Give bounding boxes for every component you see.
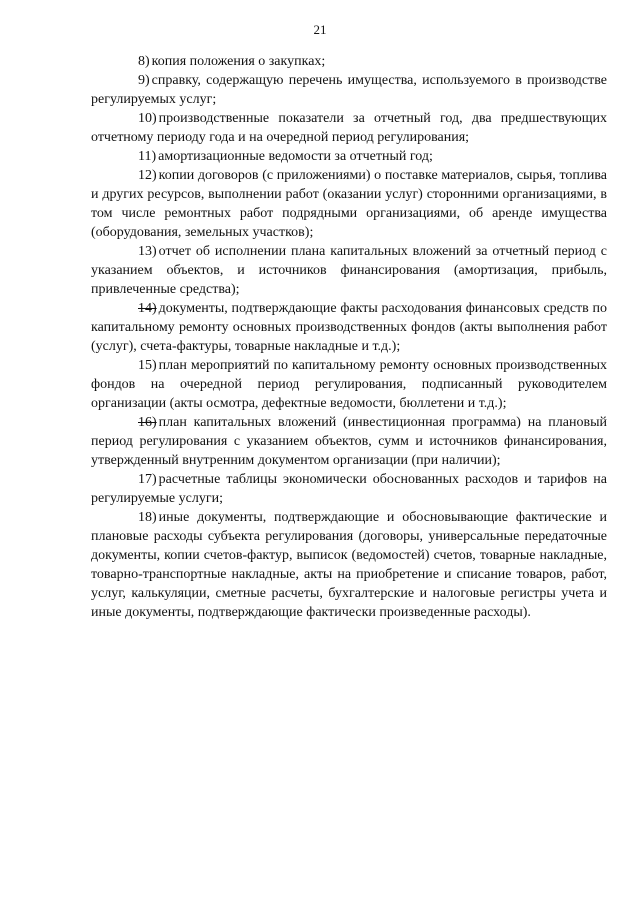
document-body [91, 52, 607, 622]
list-item [91, 52, 607, 71]
list-item [91, 470, 607, 508]
page-number: 21 [313, 22, 327, 37]
item-number: 13) [138, 244, 157, 259]
list-item [91, 299, 607, 356]
item-text: расчетные таблицы экономически обоснованных расходов и тарифов на регулируемые услуги; [91, 472, 607, 506]
item-text: копии договоров (с приложениями) о поставке материалов, сырья, топлива и других ресурсов, выполнении работ (оказании услуг) сторонними организациями, в том числе ремонтных работ подрядными организациями, об аренде имущества (оборудования, земельных участков); [91, 168, 607, 240]
list-item [91, 71, 607, 109]
item-text: документы, подтверждающие факты расходования финансовых средств по капитальному ремонту основных производственных фондов (акты выполнения работ (услуг), счета-фактуры, товарные накладные и т.д.); [91, 301, 607, 354]
list-item [91, 242, 607, 299]
item-text: справку, содержащую перечень имущества, используемого в производстве регулируемых услуг; [91, 73, 607, 107]
item-text: производственные показатели за отчетный год, два предшествующих отчетному периоду года и на очередной период регулирования; [91, 111, 607, 145]
item-number: 18) [138, 510, 157, 525]
list-item [91, 413, 607, 470]
item-number: 12) [138, 168, 157, 183]
list-item [91, 109, 607, 147]
item-number-struck: 14) [138, 301, 157, 316]
list-item [91, 166, 607, 242]
item-text: отчет об исполнении плана капитальных вложений за отчетный период с указанием объектов, и источников финансирования (амортизация, прибыль, привлеченные средства); [91, 244, 607, 297]
list-item [91, 356, 607, 413]
list-item [91, 508, 607, 622]
item-number: 11) [138, 149, 157, 164]
item-number: 10) [138, 111, 157, 126]
item-number: 15) [138, 358, 157, 373]
item-text: план мероприятий по капитальному ремонту основных производственных фондов на очередной период регулирования, подписанный руководителем организации (акты осмотра, дефектные ведомости, бюллетени и т.д.); [91, 358, 607, 411]
item-text: иные документы, подтверждающие и обосновывающие фактические и плановые расходы субъекта регулирования (договоры, универсальные передаточные документы, копии счетов-фактур, выписок (ведомостей) счетов, товарные накладные, товарно-транспортные накладные, акты на приобретение и списание товаров, работ, услуг, калькуляции, сметные расчеты, бухгалтерские и налоговые регистры учета и иные документы, подтверждающие фактически произведенные расходы). [91, 510, 607, 620]
item-number: 8) [138, 54, 150, 69]
item-text: амортизационные ведомости за отчетный год; [158, 149, 433, 164]
item-number-struck: 16) [138, 415, 157, 430]
item-number: 17) [138, 472, 157, 487]
item-number: 9) [138, 73, 150, 88]
item-text: копия положения о закупках; [151, 54, 326, 69]
list-item [91, 147, 607, 166]
item-text: план капитальных вложений (инвестиционная программа) на плановый период регулирования с указанием объектов, сумм и источников финансирования, утвержденный внутренним документом организации (при наличии); [91, 415, 607, 468]
